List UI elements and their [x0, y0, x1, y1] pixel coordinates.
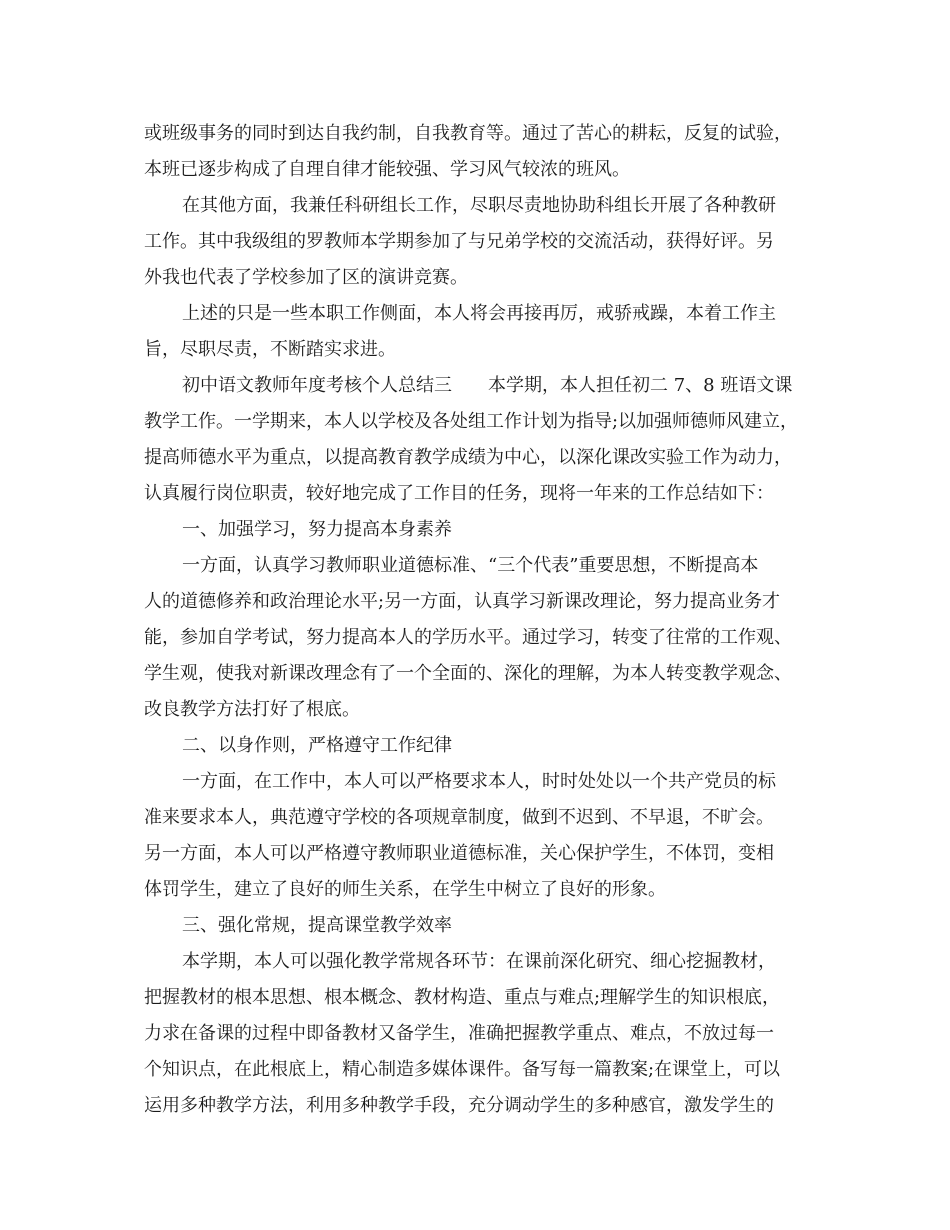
text-line: 力求在备课的过程中即备教材又备学生，准确把握教学重点、难点，不放过每一 [144, 1023, 774, 1044]
text-line: 教学工作。一学期来，本人以学校及各处组工作计划为指导;以加强师德师风建立， [144, 411, 799, 432]
text-line: 学生观，使我对新课改理念有了一个全面的、深化的理解，为本人转变教学观念、 [144, 663, 792, 684]
paragraph-first-line: 在其他方面，我兼任科研组长工作，尽职尽责地协助科组长开展了各种教研 [182, 195, 776, 216]
text-line: 本班已逐步构成了自理自律才能较强、学习风气较浓的班风。 [144, 159, 630, 180]
text-line: 或班级事务的同时到达自我约制，自我教育等。通过了苦心的耕耘，反复的试验， [144, 123, 792, 144]
text-line: 能，参加自学考试，努力提高本人的学历水平。通过学习，转变了往常的工作观、 [144, 627, 792, 648]
text-line: 准来要求本人，典范遵守学校的各项规章制度，做到不迟到、不早退，不旷会。 [144, 807, 774, 828]
text-line: 人的道德修养和政治理论水平;另一方面，认真学习新课改理论，努力提高业务才 [144, 591, 781, 612]
section-title-line: 初中语文教师年度考核个人总结三 本学期，本人担任初二 7、8 班语文课 [182, 375, 793, 396]
text-line: 体罚学生，建立了良好的师生关系，在学生中树立了良好的形象。 [144, 879, 666, 900]
text-line: 旨，尽职尽责，不断踏实求进。 [144, 339, 396, 360]
paragraph-first-line: 上述的只是一些本职工作侧面，本人将会再接再厉，戒骄戒躁，本着工作主 [182, 303, 776, 324]
text-line: 认真履行岗位职责，较好地完成了工作目的任务，现将一年来的工作总结如下： [144, 483, 774, 504]
text-line: 改良教学方法打好了根底。 [144, 699, 360, 720]
text-line: 提高师德水平为重点，以提高教育教学成绩为中心，以深化课改实验工作为动力， [144, 447, 792, 468]
section-heading: 二、以身作则，严格遵守工作纪律 [182, 735, 452, 756]
section-heading: 一、加强学习，努力提高本身素养 [182, 519, 452, 540]
paragraph-first-line: 一方面，认真学习教师职业道德标准、“三个代表”重要思想，不断提高本 [182, 555, 759, 576]
paragraph-first-line: 本学期，本人可以强化教学常规各环节：在课前深化研究、细心挖掘教材， [182, 951, 776, 972]
text-line: 把握教材的根本思想、根本概念、教材构造、重点与难点;理解学生的知识根底， [144, 987, 781, 1008]
paragraph-first-line: 一方面，在工作中，本人可以严格要求本人，时时处处以一个共产党员的标 [182, 771, 776, 792]
section-heading: 三、强化常规，提高课堂教学效率 [182, 915, 452, 936]
text-line: 外我也代表了学校参加了区的演讲竞赛。 [144, 267, 468, 288]
text-line: 个知识点，在此根底上，精心制造多媒体课件。备写每一篇教案;在课堂上，可以 [144, 1059, 781, 1080]
text-line: 工作。其中我级组的罗教师本学期参加了与兄弟学校的交流活动，获得好评。另 [144, 231, 774, 252]
text-line: 另一方面，本人可以严格遵守教师职业道德标准，关心保护学生，不体罚，变相 [144, 843, 774, 864]
text-line: 运用多种教学方法，利用多种教学手段，充分调动学生的多种感官，激发学生的 [144, 1095, 774, 1116]
